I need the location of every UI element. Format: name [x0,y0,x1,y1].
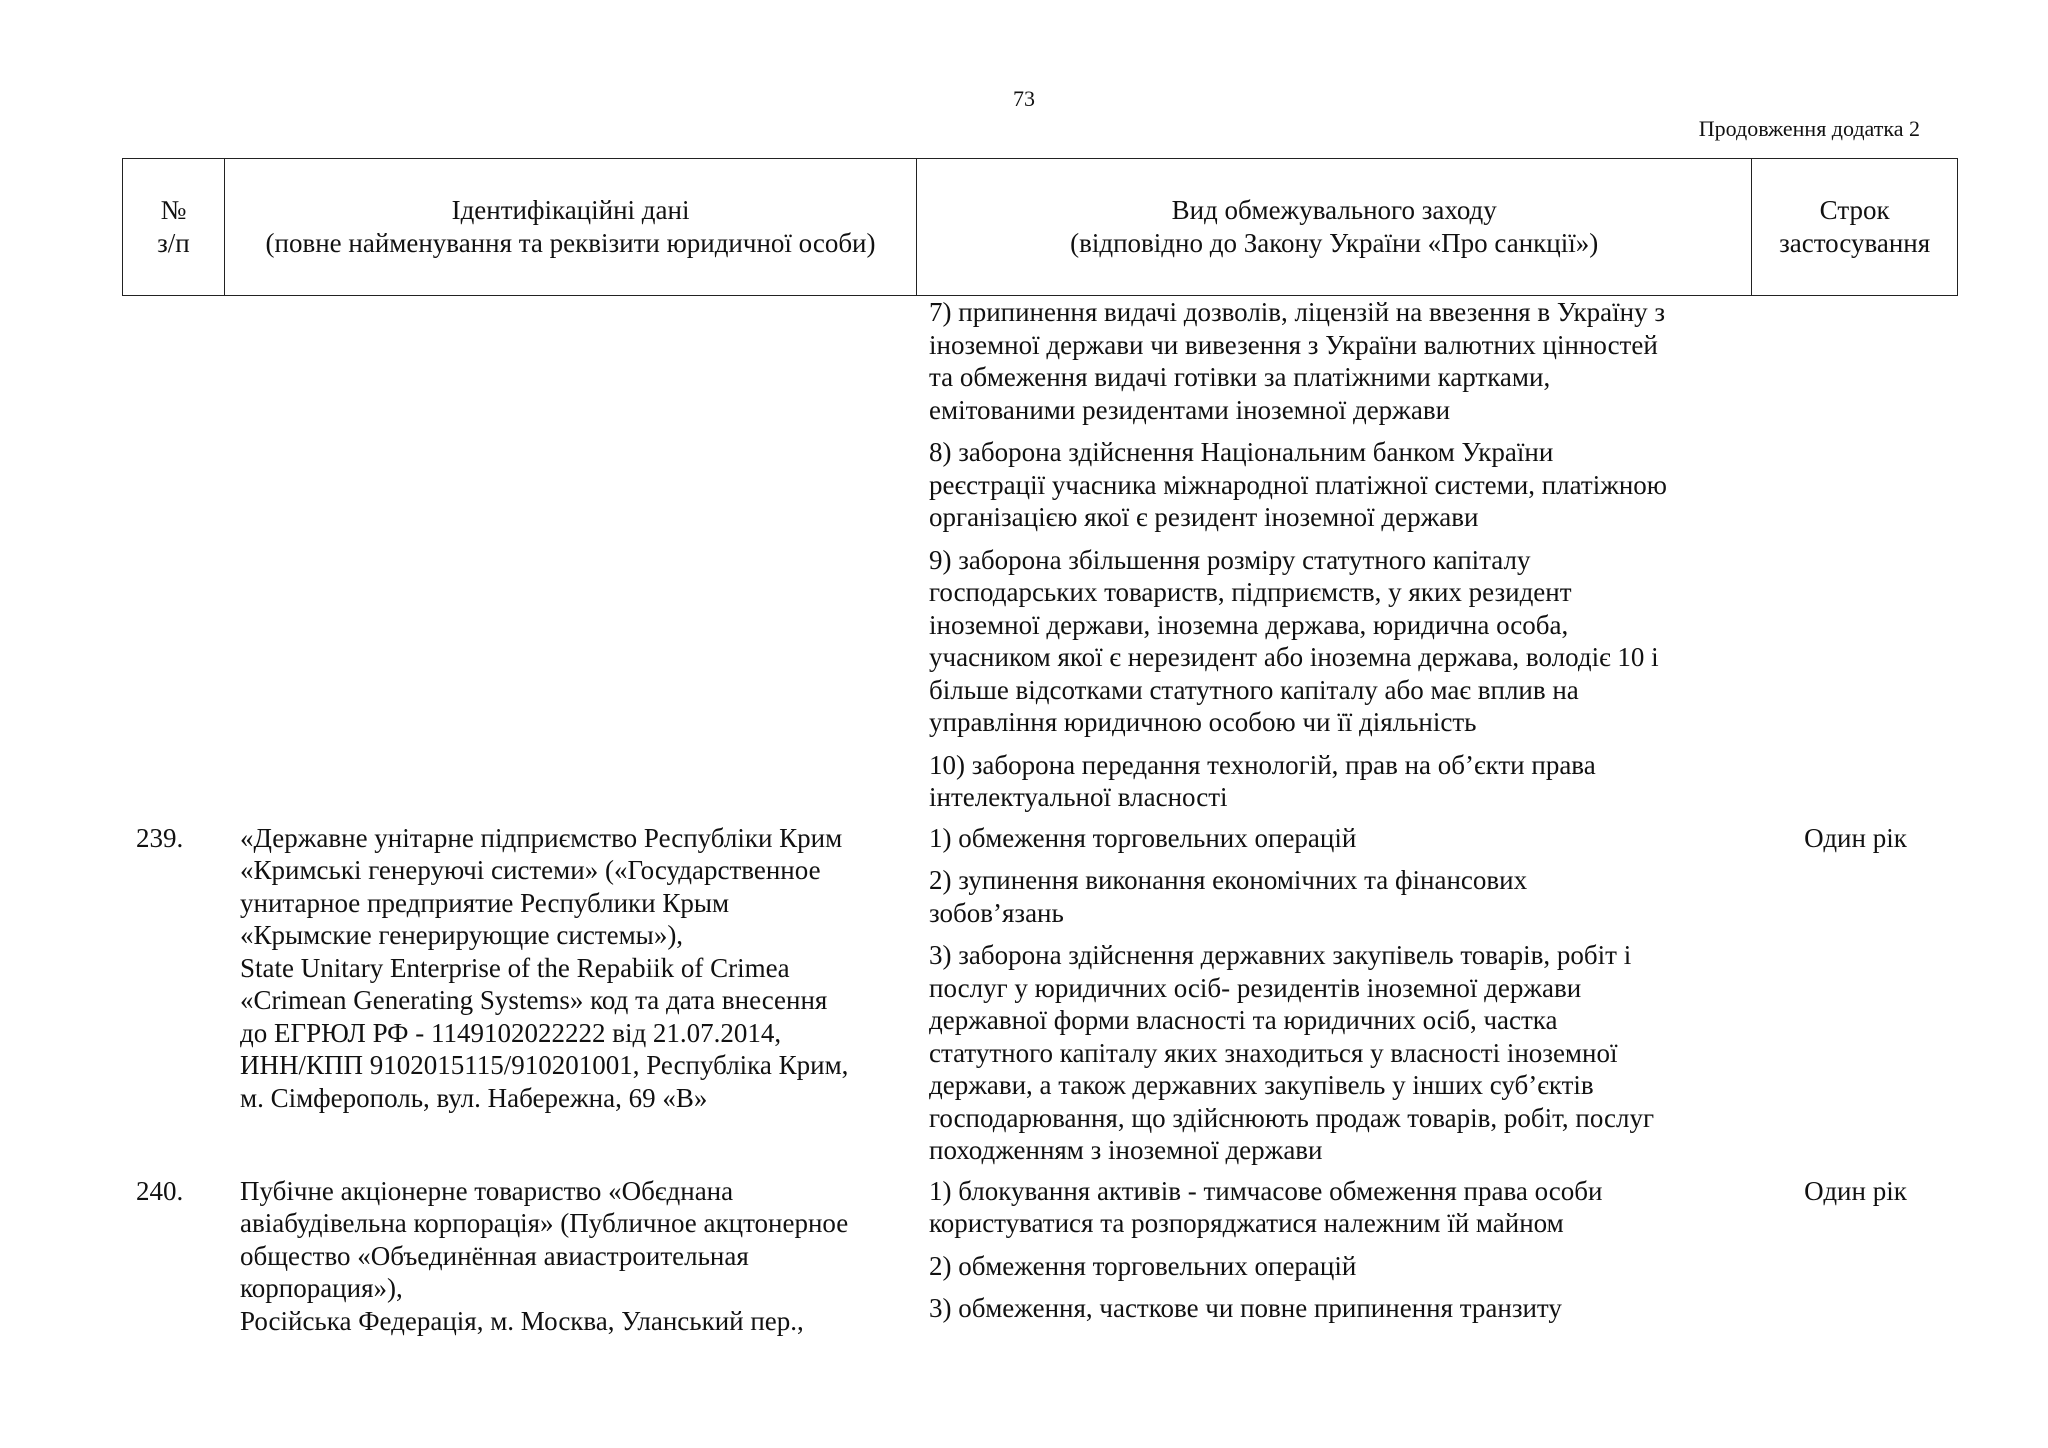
row-term-cell: Один рік [1804,1175,1907,1206]
measure-text-line: іноземної держави, іноземна держава, юридична особа, [929,609,1569,640]
measure-text-line: 8) заборона здійснення Національним банком України [929,437,1554,467]
measure-text-line: 3) обмеження, часткове чи повне припинення транзиту [929,1293,1562,1323]
measure-text-line: 1) блокування активів - тимчасове обмеження права особи [929,1175,1603,1206]
identification-text-line: «Кримські генеруючі системи» («Государственное [240,855,821,885]
header-number-line-1: № [160,195,187,225]
header-term-column [1752,159,1957,295]
measure-text-line: іноземної держави чи вивезення з України валютних цінностей [929,329,1658,360]
row-identification-cell [224,822,917,1175]
measure-item [929,749,1747,814]
header-measure-line-1: Вид обмежувального заходу [1171,195,1497,225]
identification-text-line: общество «Объединённая авиастроительная [240,1240,749,1271]
appendix-continuation-label: Продовження додатка 2 [1698,116,1920,141]
identification-text-line: «Державне унітарне підприємство Республіки Крим [240,822,843,853]
row-term-cell [1753,296,1958,822]
measure-text-line: більше відсотками статутного капіталу або має вплив на [929,674,1579,705]
measure-text-line: управління юридичною особою чи її діяльність [929,707,1477,737]
measure-text-line: емітованими резидентами іноземної держави [929,394,1451,425]
header-measure-column [917,159,1752,295]
identification-text-line: Пубічне акціонерне товариство «Обєднана [240,1175,734,1206]
table-row [122,822,1958,1175]
row-identification-cell [224,1175,917,1338]
measure-item [929,864,1747,929]
measure-item [929,296,1747,426]
measure-text-line: зобов’язань [929,897,1064,928]
identification-text-line: Російська Федерація, м. Москва, Уланський пер., [240,1305,804,1336]
measure-text-line: походженням з іноземної держави [929,1135,1323,1165]
measure-item [929,1250,1747,1283]
measure-text-line: 7) припинення видачі дозволів, ліцензій на ввезення в Україну з [929,297,1666,327]
measure-text-line: статутного капіталу яких знаходиться у власності іноземної [929,1037,1618,1068]
row-number-cell: 240. [136,1175,184,1206]
row-term-cell: Один рік [1804,822,1907,853]
measure-text-line: господарських товариств, підприємств, у яких резидент [929,577,1572,607]
header-term-line-2: застосування [1779,228,1931,258]
measure-item [929,822,1747,855]
measure-item [929,436,1747,534]
measure-text-line: 10) заборона передання технологій, прав на об’єкти права [929,749,1596,780]
table-row [122,1175,1958,1338]
identification-text-line: «Крымские генерирующие системы»), [240,920,684,950]
page-number: 73 [1013,86,1035,111]
measure-text-line: держави, а також державних закупівель у інших суб’єктів [929,1070,1594,1100]
measure-item [929,939,1747,1167]
measure-text-line: користуватися та розпоряджатися належним їй майном [929,1208,1564,1238]
header-term-line-1: Строк [1819,195,1890,225]
header-identification-line-1: Ідентифікаційні дані [451,195,690,225]
identification-text-line: корпорация»), [240,1273,403,1303]
measure-text-line: господарювання, що здійснюють продаж товарів, робіт, послуг [929,1102,1655,1133]
measure-text-line: 3) заборона здійснення державних закупівель товарів, робіт і [929,940,1632,970]
measure-text-line: учасником якої є нерезидент або іноземна держава, володіє 10 і [929,642,1659,672]
identification-text-line: авіабудівельна корпорація» (Публичное акцтонерное [240,1208,849,1238]
measure-text-line: реєстрації учасника міжнародної платіжної системи, платіжною [929,469,1667,500]
identification-text-line: унитарное предприятие Республики Крым [240,887,730,918]
row-measures-cell [917,822,1753,1175]
row-number-cell: 239. [136,822,184,853]
row-measures-cell [917,1175,1753,1338]
identification-text-line: «Crimean Generating Systems» код та дата внесення [240,985,828,1015]
identification-text-line: до ЕГРЮЛ РФ - 1149102022222 від 21.07.2014, [240,1017,782,1048]
identification-text-line: State Unitary Enterprise of the Repabiik of Crimea [240,952,790,983]
measure-text-line: 2) зупинення виконання економічних та фінансових [929,865,1528,895]
measure-text-line: інтелектуальної власності [929,782,1228,812]
row-number-cell [122,296,224,822]
header-identification-line-2: (повне найменування та реквізити юридичної особи) [265,228,876,258]
header-number-line-2: з/п [157,228,190,258]
identification-text-line: м. Сімферополь, вул. Набережна, 69 «В» [240,1082,708,1113]
header-number-column [123,159,225,295]
row-measures-cell [917,296,1753,822]
table-body [122,296,1958,1337]
table-row [122,296,1958,822]
identification-text-line: ИНН/КПП 9102015115/910201001, Республіка Крим, [240,1050,849,1080]
measure-text-line: державної форми власності та юридичних осіб, частка [929,1005,1558,1035]
measure-text-line: послуг у юридичних осіб- резидентів іноземної держави [929,972,1582,1003]
measure-text-line: 1) обмеження торговельних операцій [929,822,1357,853]
row-identification-cell [224,296,917,822]
table-header [122,158,1958,296]
measure-text-line: та обмеження видачі готівки за платіжними картками, [929,362,1551,392]
header-measure-line-2: (відповідно до Закону України «Про санкції») [1070,228,1599,258]
measure-item [929,1175,1747,1240]
measure-text-line: 9) заборона збільшення розміру статутного капіталу [929,544,1531,575]
measure-item [929,544,1747,739]
measure-item [929,1292,1747,1325]
measure-text-line: 2) обмеження торговельних операцій [929,1250,1357,1281]
measure-text-line: організацією якої є резидент іноземної держави [929,502,1479,532]
header-identification-column [225,159,917,295]
